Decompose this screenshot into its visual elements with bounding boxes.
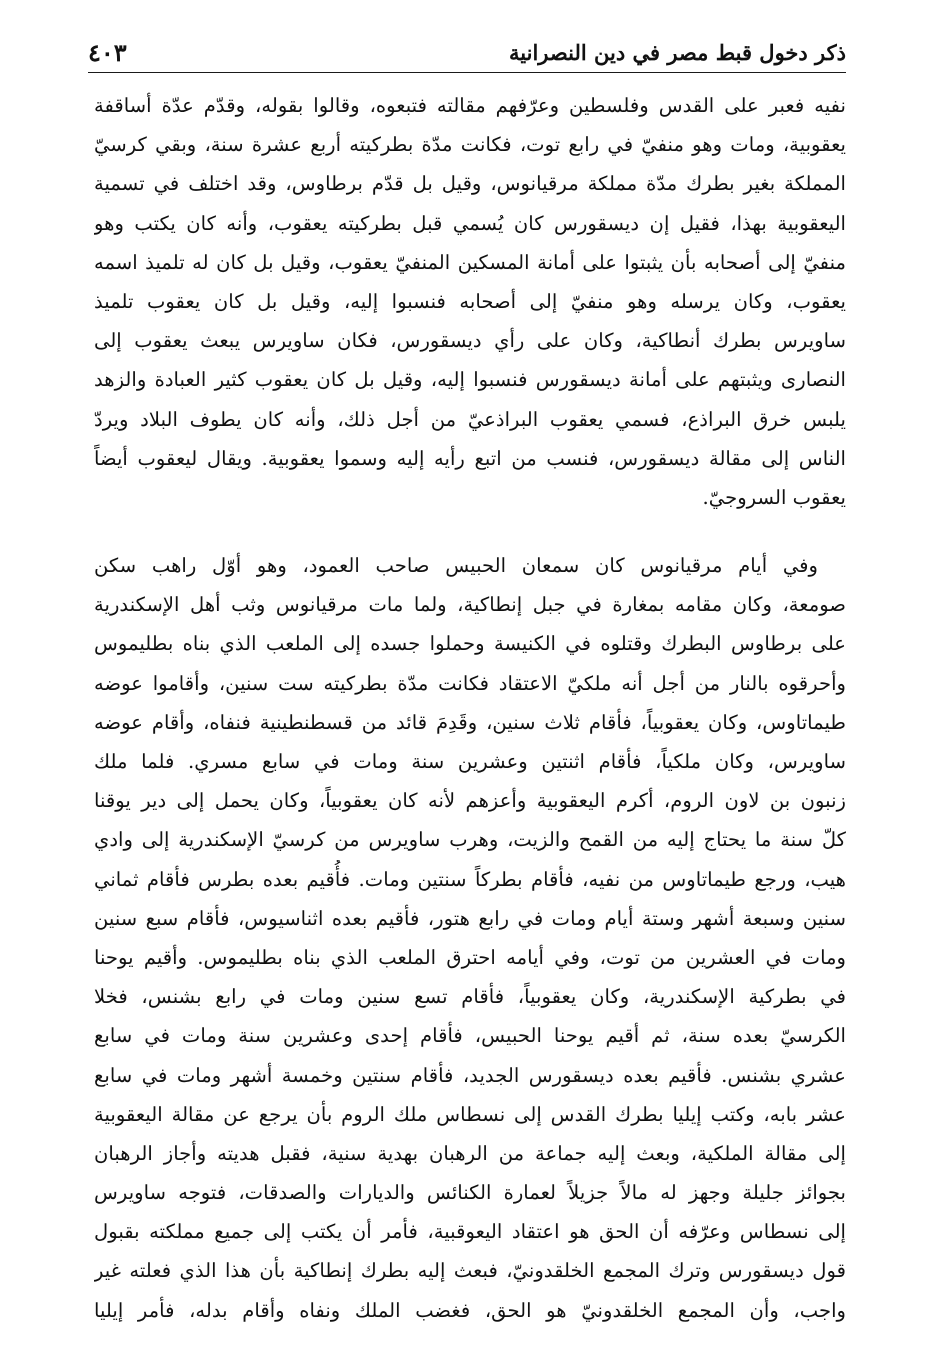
text-line: يعقوب، وكان يرسله وهو منفيّ إلى أصحابه فنسبوا إليه، وقيل بل كان يعقوب تلميذ (94, 289, 846, 313)
page-number: ٤٠٣ (88, 38, 127, 67)
body-text (94, 86, 846, 1330)
text-line: منفيّ إلى أصحابه بأن يثبتوا على أمانة المسكين المنفيّ يعقوب، وقيل بل كان له تلميذ اسمه (94, 250, 846, 274)
paragraph-1 (94, 86, 846, 517)
text-line: إلى مقالة الملكية، وبعث إليه جماعة من الرهبان بهدية سنية، فقبل هديته وأجاز الرهبان (94, 1141, 846, 1165)
text-line: طيماتاوس، وكان يعقوبياً، فأقام ثلاث سنين، وقَدِمَ قائد من قسطنطينية فنفاه، وأقام عوضه (94, 710, 846, 734)
text-line: المملكة بغير بطرك مدّة مملكة مرقيانوس، وقيل بل قدّم برطاوس، وقد اختلف في تسمية (94, 172, 846, 196)
text-line: نفيه فعبر على القدس وفلسطين وعرّفهم مقالته فتبعوه، وقالوا بقوله، وقدّم عدّة أساقفة (94, 94, 846, 117)
text-line: النصارى ويثبتهم على أمانة ديسقورس فنسبوا إليه، وقيل بل كان يعقوب كثير العبادة والزهد (94, 368, 846, 392)
text-line: زنبون بن لاون الروم، أكرم اليعقوبية وأعزهم لأنه كان يعقوبياً، وكان يحمل إلى دير يوقنا (94, 789, 846, 813)
text-line: كلّ سنة ما يحتاج إليه من القمح والزيت، وهرب ساويرس من كرسيّ الإسكندرية إلى وادي (94, 828, 846, 852)
paragraph-2 (94, 546, 846, 1330)
text-line: وفي أيام مرقيانوس كان سمعان الحبيس صاحب العمود، وهو أوّل راهب سكن (94, 554, 818, 578)
text-line: في بطركية الإسكندرية، وكان يعقوبياً، فأقام تسع سنين ومات في رابع بشنس، فخلا (94, 985, 846, 1009)
text-line: وأحرقوه بالنار من أجل أنه ملكيّ الاعتقاد فكانت مدّة بطركيته ست سنين، وأقاموا عوضه (94, 671, 846, 695)
text-line: واجب، وأن المجمع الخلقدونيّ هو الحق، فغضب الملك ونفاه وأقام بدله، فأمر إيليا (94, 1298, 846, 1322)
page-header (88, 28, 846, 73)
text-line: الكرسيّ بعده سنة، ثم أقيم يوحنا الحبيس، فأقام إحدى وعشرين سنة ومات في سابع (94, 1024, 846, 1048)
text-line: عشر بابه، وكتب إيليا بطرك القدس إلى نسطاس ملك الروم بأن يرجع عن مقالة اليعقوبية (94, 1102, 846, 1126)
text-line: هيب، ورجع طيماتاوس من نفيه، فأقام بطركاً سنتين ومات. فأُقيم بعده بطرس فأقام ثماني (94, 867, 846, 891)
text-line: عشري بشنس. فأقيم بعده ديسقورس الجديد، فأقام سنتين وخمسة أشهر ومات في سابع (94, 1063, 846, 1087)
text-line: على برطاوس البطرك وقتلوه في الكنيسة وحملوا جسده إلى الملعب الذي بناه بطليموس (94, 632, 846, 656)
text-line: يعقوبية، ومات وهو منفيّ في رابع توت، فكانت مدّة بطركيته أربع عشرة سنة، وبقي كرسيّ (94, 133, 846, 157)
text-line: سنين وسبعة أشهر وستة أيام ومات في رابع هتور، فأقيم بعده اثناسيوس، فأقام سبع سنين (94, 906, 846, 930)
text-line: بجوائز جليلة وجهز له مالاً جزيلاً لعمارة الكنائس والديارات والصدقات، فتوجه ساويرس (94, 1181, 846, 1205)
text-line: قول ديسقورس وترك المجمع الخلقدونيّ، فبعث إليه بطرك إنطاكية بأن هذا الذي فعلته غير (94, 1259, 846, 1283)
text-line: ومات في العشرين من توت، وفي أيامه احترق الملعب الذي بناه بطليموس. وأقيم يوحنا (94, 945, 846, 969)
text-line: إلى نسطاس وعرّفه أن الحق هو اعتقاد اليعوقبية، فأمر أن يكتب إلى جميع مملكته بقبول (94, 1220, 846, 1244)
text-line: ساويرس، وكان ملكياً، فأقام اثنتين وعشرين سنة ومات في سابع مسري. فلما ملك (94, 750, 846, 773)
text-line: ساويرس بطرك أنطاكية، وكان على رأي ديسقورس، فكان ساويرس يبعث يعقوب إلى (94, 329, 846, 353)
text-line: يلبس خرق البراذع، فسمي يعقوب البراذعيّ من أجل ذلك، وأنه كان يطوف البلاد ويردّ (94, 407, 846, 431)
text-line: صومعة، وكان مقامه بمغارة في جبل إنطاكية، ولما مات مرقيانوس وثب أهل الإسكندرية (94, 593, 846, 617)
text-line: الناس إلى مقالة ديسقورس، فنسب من اتبع رأيه إليه وسموا يعقوبية. ويقال ليعقوب أيضاً (94, 446, 846, 470)
running-title: ذكر دخول قبط مصر في دين النصرانية (509, 40, 846, 65)
text-line: اليعقوبية بهذا، فقيل إن ديسقورس كان يُسمي قبل بطركيته يعقوب، وأنه كان يكتب وهو (94, 211, 846, 235)
paragraph-gap (94, 517, 846, 546)
text-line: يعقوب السروجيّ. (702, 485, 846, 509)
